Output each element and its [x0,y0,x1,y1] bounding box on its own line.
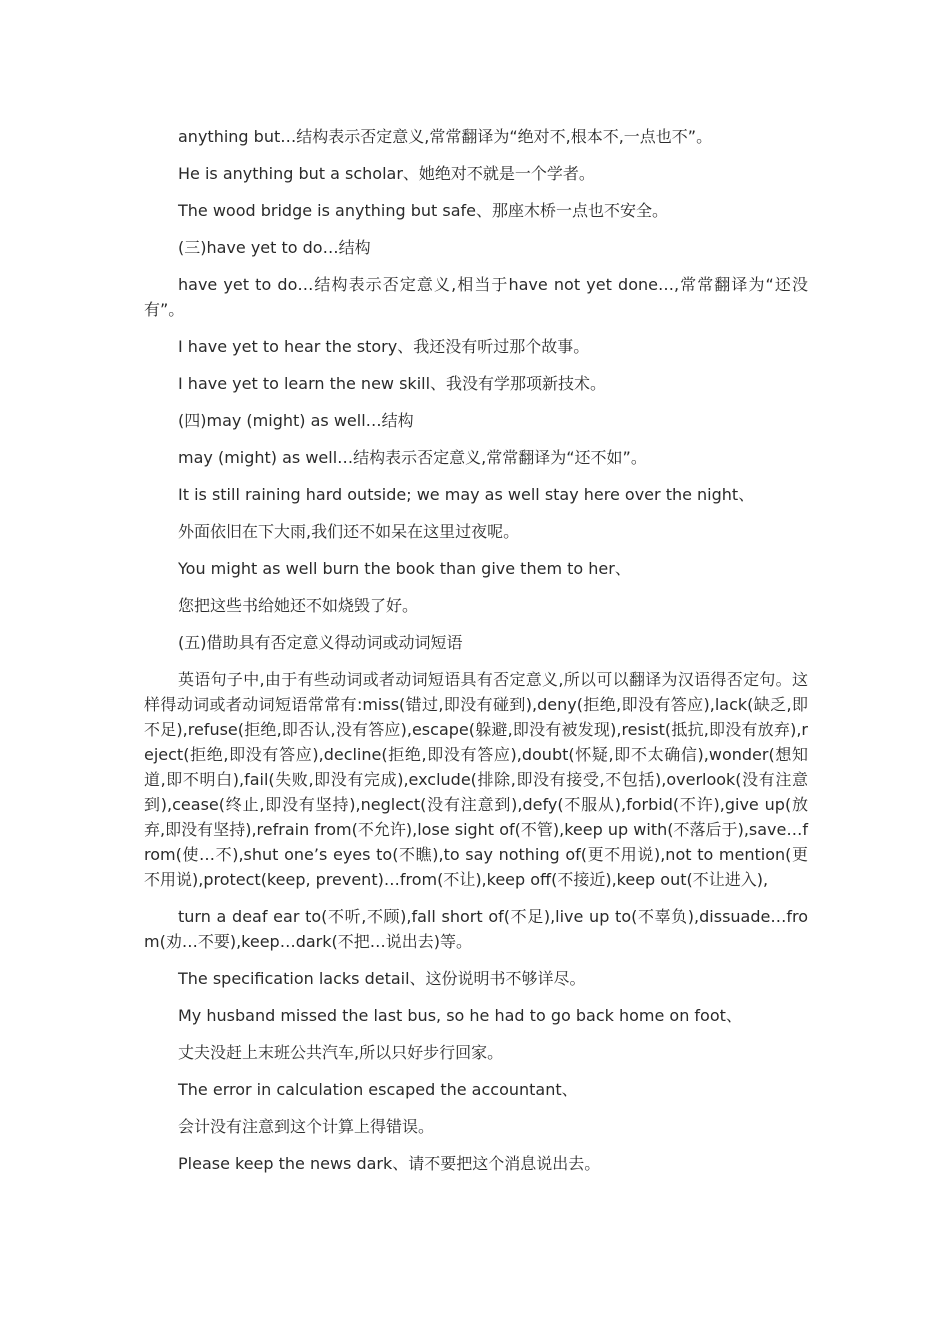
example-translation: 会计没有注意到这个计算上得错误。 [178,1117,435,1136]
paragraph: anything but…结构表示否定意义,常常翻译为“绝对不,根本不,一点也不”。 [178,127,713,146]
paragraph: 英语句子中,由于有些动词或者动词短语具有否定意义,所以可以翻译为汉语得否定句。这样得动词或者动词短语常常有:miss(错过,即没有碰到),deny(拒绝,即没有答应),lack(缺乏,即不足),refuse(拒绝,即否认,没有答应),escape(躲避,即没有被发现),resist(抵抗,即没有放弃),reject(拒绝,即没有答应),decline(拒绝,即没有答应),doubt(怀疑,即不太确信),wonder(想知道,即不明白),fail(失败,即没有完成),exclude(排除,即没有接受,不包括),overlook(没有注意到),cease(终止,即没有坚持),neglect(没有注意到),defy(不服从),forbid(不许),give up(放弃,即没有坚持),refrain from(不允许),lose sight of(不管),keep up with(不落后于),save…from(使…不),shut one’s eyes to(不瞧),to say nothing of(更不用说),not to mention(更不用说),protect(keep, prevent)…from(不让),keep off(不接近),keep out(不让进入), [144,670,808,889]
example-sentence: He is anything but a scholar、她绝对不就是一个学者。 [178,164,595,183]
example-sentence: I have yet to hear the story、我还没有听过那个故事。 [178,337,590,356]
example-sentence: Please keep the news dark、请不要把这个消息说出去。 [178,1154,601,1173]
paragraph: may (might) as well…结构表示否定意义,常常翻译为“还不如”。 [178,448,647,467]
example-sentence: It is still raining hard outside; we may as well stay here over the night、 [178,485,755,504]
example-translation: 丈夫没赶上末班公共汽车,所以只好步行回家。 [178,1043,504,1062]
section-heading: (四)may (might) as well…结构 [178,411,414,430]
document-body [144,124,808,1188]
example-sentence: The error in calculation escaped the accountant、 [178,1080,578,1099]
example-translation: 外面依旧在下大雨,我们还不如呆在这里过夜呢。 [178,522,520,541]
example-sentence: My husband missed the last bus, so he had to go back home on foot、 [178,1006,742,1025]
section-heading: (五)借助具有否定意义得动词或动词短语 [178,633,463,652]
example-sentence: The specification lacks detail、这份说明书不够详尽。 [178,969,586,988]
example-sentence: The wood bridge is anything but safe、那座木桥一点也不安全。 [178,201,668,220]
section-heading: (三)have yet to do…结构 [178,238,371,257]
paragraph: turn a deaf ear to(不听,不顾),fall short of(不足),live up to(不辜负),dissuade…from(劝…不要),keep…dark(不把…说出去)等。 [144,907,808,951]
paragraph: have yet to do…结构表示否定意义,相当于have not yet done…,常常翻译为“还没有”。 [144,275,808,319]
example-sentence: I have yet to learn the new skill、我没有学那项新技术。 [178,374,607,393]
example-sentence: You might as well burn the book than give them to her、 [178,559,631,578]
example-translation: 您把这些书给她还不如烧毁了好。 [178,596,419,615]
